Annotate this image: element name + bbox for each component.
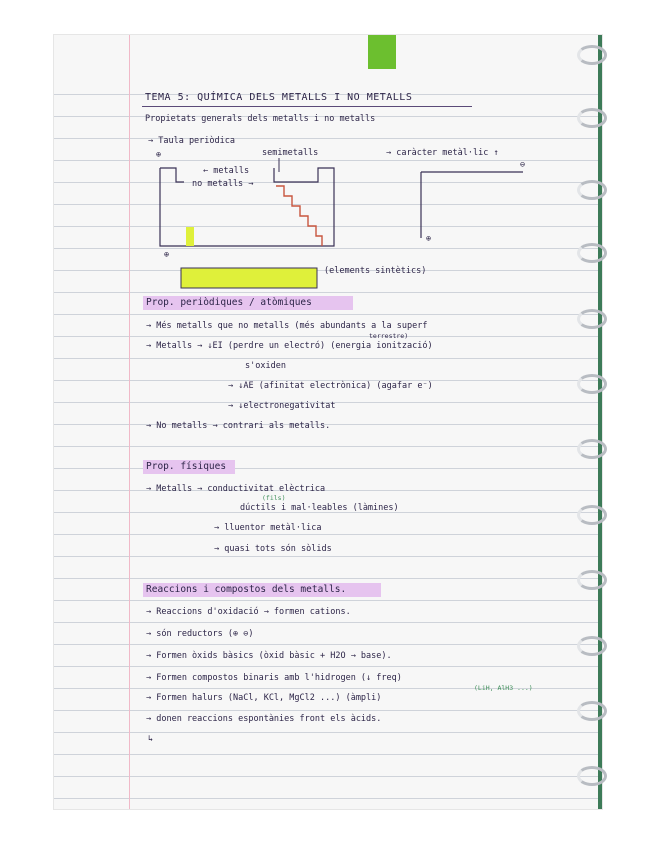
- note-line: → Reaccions d'oxidació → formen cations.: [146, 607, 351, 617]
- note-line: → Formen òxids bàsics (òxid bàsic + H2O → base).: [146, 651, 392, 661]
- note-line: terrestre): [369, 332, 409, 340]
- metallic-character-label: → caràcter metàl·lic ↑: [386, 148, 499, 158]
- metallic-character-axes: [421, 172, 523, 238]
- note-annotation: (fils): [262, 494, 286, 502]
- section-heading-periodic: Prop. periòdiques / atòmiques: [146, 297, 312, 308]
- semimetals-label: semimetalls: [262, 148, 319, 158]
- nonmetals-label: no metalls →: [192, 179, 254, 189]
- synthetic-elements-label: (elements sintètics): [324, 266, 427, 276]
- note-line: → ↓AE (afinitat electrònica) (agafar e⁻): [228, 381, 433, 391]
- note-line: → Metalls → conductivitat elèctrica: [146, 484, 326, 494]
- section-heading-reactions: Reaccions i compostos dels metalls.: [146, 584, 347, 595]
- note-line: → Més metalls que no metalls (més abundants a la superf: [146, 321, 428, 331]
- page-title: TEMA 5: QUÍMICA DELS METALLS I NO METALLS: [145, 92, 413, 103]
- note-line: → Formen compostos binaris amb l'hidrogen (↓ freq): [146, 673, 402, 683]
- periodic-intro: → Taula periòdica: [148, 136, 235, 146]
- synthetic-elements-box: [181, 268, 317, 288]
- plus-icon: ⊕: [156, 150, 162, 160]
- note-line: dúctils i mal·leables (làmines): [240, 503, 399, 513]
- page-subtitle: Propietats generals dels metalls i no metalls: [145, 114, 376, 124]
- plus-icon-bottom: ⊕: [164, 250, 170, 260]
- metallic-bottom-icon: ⊕: [426, 234, 432, 244]
- metalloid-staircase: [276, 186, 322, 246]
- note-line: → Metalls → ↓EI (perdre un electró) (energia ionització): [146, 341, 433, 351]
- note-line: → lluentor metàl·lica: [214, 523, 322, 533]
- highlight-column: [186, 227, 194, 246]
- metals-label: ← metalls: [203, 166, 250, 176]
- note-line: → donen reaccions espontànies front els àcids.: [146, 714, 382, 724]
- note-annotation: (LiH, AlH3 ...): [474, 684, 533, 692]
- note-line: s'oxiden: [245, 361, 286, 371]
- note-line: → No metalls → contrari als metalls.: [146, 421, 331, 431]
- note-line: ↳: [148, 734, 154, 744]
- table-step: [160, 168, 184, 182]
- note-line: → Formen halurs (NaCl, KCl, MgCl2 ...) (àmpli): [146, 693, 382, 703]
- section-heading-physical: Prop. físiques: [146, 461, 227, 472]
- note-line: → ↓electronegativitat: [228, 401, 336, 411]
- note-line: → quasi tots són sòlids: [214, 544, 332, 554]
- note-line: → són reductors (⊕ ⊖): [146, 629, 254, 639]
- metallic-minus-icon: ⊖: [520, 160, 526, 170]
